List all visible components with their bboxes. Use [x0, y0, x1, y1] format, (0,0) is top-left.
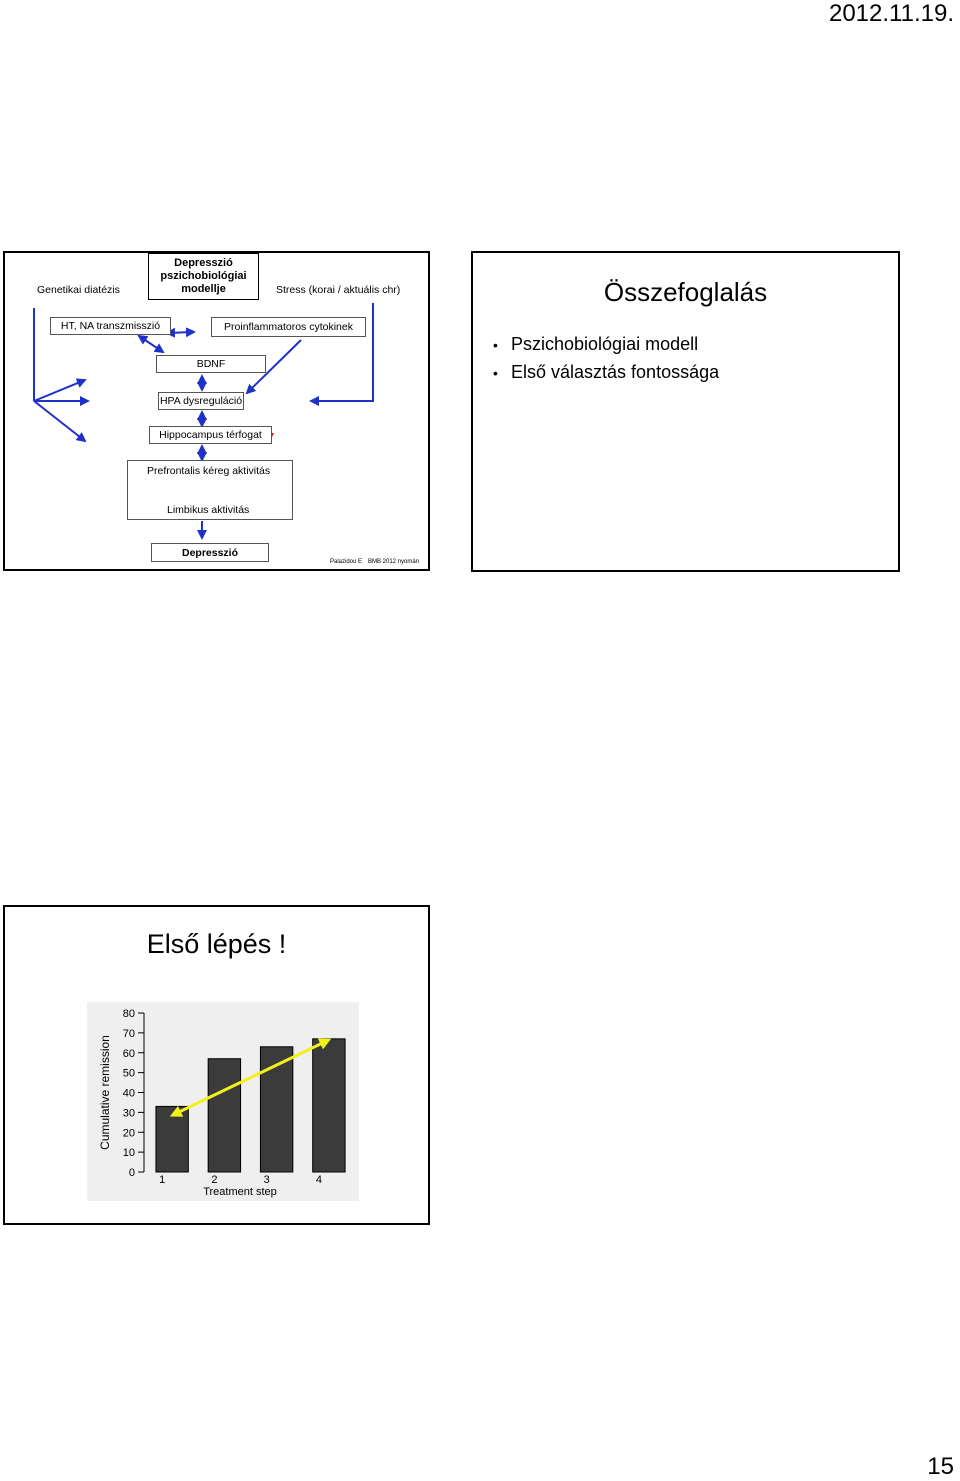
bar-step-4	[313, 1039, 345, 1172]
box-proinflammatory-cytokines: Proinflammatoros cytokinek	[211, 317, 366, 337]
diagram-arrows	[5, 253, 432, 573]
title-box	[148, 253, 259, 300]
arrow-genetic-down	[34, 401, 85, 441]
bar-step-2	[208, 1059, 240, 1172]
box-bdnf: BDNF	[156, 355, 266, 373]
y-tick-label: 80	[122, 1008, 135, 1020]
label-stress: Stress (korai / aktuális chr)	[276, 284, 401, 296]
page-number: 15	[927, 1453, 954, 1480]
credit-author: Palazidou E	[330, 559, 363, 565]
bullet-icon: •	[493, 337, 498, 353]
y-tick-label: 70	[122, 1027, 135, 1040]
x-tick-label: 1	[159, 1174, 166, 1186]
y-tick-label: 40	[122, 1087, 135, 1100]
bullet-icon: •	[493, 365, 498, 381]
arrow-ht-bdnf	[139, 336, 163, 352]
x-axis-label: Treatment step	[203, 1186, 277, 1198]
x-tick-label: 3	[263, 1174, 270, 1186]
slide-summary	[471, 251, 900, 572]
arrow-ht-bdnf-b	[167, 332, 194, 333]
box-depression: Depresszió	[151, 543, 269, 562]
bullet-item: • Pszichobiológiai modell	[493, 331, 719, 359]
y-tick-label: 10	[122, 1147, 135, 1160]
label-limbic-activity: Limbikus aktivitás	[167, 504, 250, 516]
y-axis-label: Cumulative remission	[98, 1035, 112, 1150]
remission-chart-panel	[87, 1002, 359, 1201]
bullet-item: • Első választás fontossága	[493, 359, 719, 387]
y-tick-label: 60	[122, 1047, 135, 1060]
box-hippocampus-volume: Hippocampus térfogat	[149, 426, 272, 444]
x-tick-label: 4	[315, 1174, 322, 1186]
first-step-title: Első lépés !	[146, 929, 287, 959]
y-tick-label: 0	[128, 1167, 135, 1179]
summary-title: Összefoglalás	[603, 277, 768, 307]
arrow-genetic-up	[34, 380, 85, 401]
box-ht-na-transmission: HT, NA transzmisszió	[50, 317, 171, 335]
remission-bar-chart	[87, 1002, 359, 1201]
title-line-2: pszichobiológiai	[160, 270, 247, 282]
slide-psychobiological-model	[3, 251, 430, 571]
title-line-3: modellje	[181, 283, 226, 295]
y-tick-label: 50	[122, 1067, 135, 1080]
x-tick-label: 2	[211, 1174, 218, 1186]
label-prefrontal-activity: Prefrontalis kéreg aktivitás	[147, 465, 271, 477]
title-line-1: Depresszió	[174, 257, 233, 269]
trend-arrow	[174, 1041, 327, 1115]
y-tick-label: 20	[122, 1127, 135, 1140]
label-genetic-diathesis: Genetikai diatézis	[37, 284, 120, 296]
y-tick-label: 30	[122, 1107, 135, 1120]
box-hpa-dysregulation: HPA dysreguláció	[158, 392, 244, 410]
summary-bullet-list	[493, 331, 719, 387]
credit-source: BMB 2012 nyomán	[368, 559, 420, 565]
slide-first-step	[3, 905, 430, 1225]
slide-date: 2012.11.19.	[828, 0, 954, 27]
bar-step-1	[156, 1106, 188, 1172]
